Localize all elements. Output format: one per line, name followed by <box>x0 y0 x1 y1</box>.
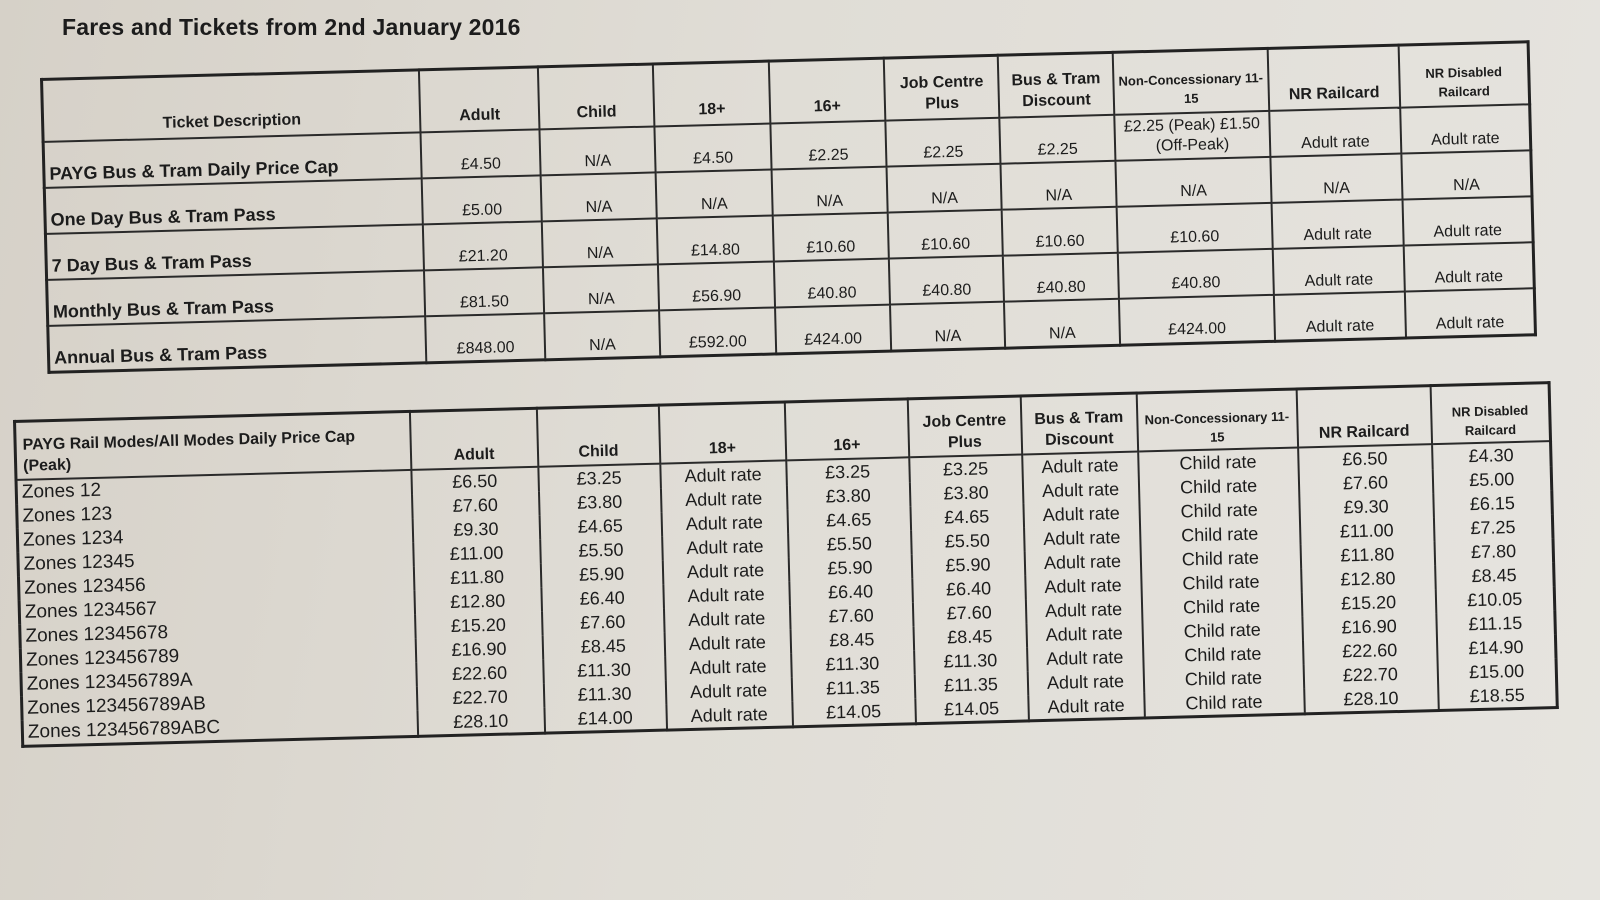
cell-nr-disabled-railcard: £5.00 <box>1432 466 1552 493</box>
cell-bus-tram-discount: £40.80 <box>1003 253 1119 302</box>
cell-nr-railcard: £28.10 <box>1304 685 1439 714</box>
cell-nr-railcard: £16.90 <box>1302 613 1437 640</box>
cell-job-centre-plus: £7.60 <box>912 599 1026 626</box>
cell-18-plus: Adult rate <box>660 460 787 488</box>
cell-child: £7.60 <box>542 609 665 636</box>
cell-16-plus: £3.80 <box>786 482 910 509</box>
cell-child: N/A <box>543 264 660 313</box>
cell-child: £14.00 <box>544 705 667 734</box>
cell-job-centre-plus: £10.60 <box>888 210 1004 259</box>
ticket-label: Zones 123456789AB <box>22 687 417 721</box>
header-job-centre-plus: Job Centre Plus <box>907 396 1021 457</box>
cell-16-plus: £4.65 <box>787 506 911 533</box>
cell-nr-disabled-railcard: N/A <box>1401 150 1532 199</box>
cell-bus-tram-discount: Adult rate <box>1024 525 1141 552</box>
cell-bus-tram-discount: Adult rate <box>1022 477 1139 504</box>
cell-16-plus: £3.25 <box>786 457 910 485</box>
header-child: Child <box>538 64 655 129</box>
cell-adult: £6.50 <box>411 467 539 495</box>
cell-adult: £22.60 <box>416 660 544 687</box>
cell-job-centre-plus: £5.50 <box>911 527 1025 554</box>
cell-bus-tram-discount: N/A <box>1001 161 1117 210</box>
cell-non-concessionary: Child rate <box>1139 496 1300 524</box>
cell-adult: £9.30 <box>412 516 540 543</box>
cell-non-concessionary: Child rate <box>1143 640 1304 668</box>
cell-16-plus: £424.00 <box>775 305 892 354</box>
cell-18-plus: £56.90 <box>658 261 775 310</box>
cell-child: N/A <box>539 126 656 175</box>
cell-16-plus: £5.50 <box>788 530 912 557</box>
header-18-plus: 18+ <box>653 61 770 126</box>
cell-adult: £11.80 <box>413 564 541 591</box>
cell-job-centre-plus: £2.25 <box>885 118 1001 167</box>
header-ticket-description: Ticket Description <box>42 70 421 142</box>
cell-non-concessionary: Child rate <box>1140 544 1301 572</box>
cell-non-concessionary: £2.25 (Peak) £1.50 (Off-Peak) <box>1114 111 1270 161</box>
cell-adult: £7.60 <box>412 492 540 519</box>
cell-nr-railcard: £6.50 <box>1298 444 1433 472</box>
cell-16-plus: £11.30 <box>791 650 915 677</box>
header-adult: Adult <box>419 67 539 132</box>
cell-child: £11.30 <box>543 681 666 708</box>
cell-job-centre-plus: £3.80 <box>909 479 1023 506</box>
cell-bus-tram-discount: N/A <box>1004 299 1120 348</box>
header-rail-description: PAYG Rail Modes/All Modes Daily Price Cap (Peak) <box>15 411 411 479</box>
cell-adult: £12.80 <box>414 588 542 615</box>
cell-16-plus: £2.25 <box>770 121 887 170</box>
cell-nr-railcard: £15.20 <box>1301 589 1436 616</box>
cell-adult: £11.00 <box>413 540 541 567</box>
cell-child: N/A <box>540 172 657 221</box>
header-nr-disabled-railcard: NR Disabled Railcard <box>1430 383 1550 444</box>
header-nr-railcard: NR Railcard <box>1296 386 1431 448</box>
header-non-concessionary: Non-Concessionary 11-15 <box>1112 48 1269 114</box>
header-child: Child <box>536 405 659 467</box>
cell-non-concessionary: Child rate <box>1144 688 1305 718</box>
cell-bus-tram-discount: Adult rate <box>1027 644 1144 671</box>
cell-nr-disabled-railcard: £7.25 <box>1433 514 1553 541</box>
cell-adult: £16.90 <box>415 636 543 663</box>
cell-16-plus: £11.35 <box>791 674 915 701</box>
cell-job-centre-plus: N/A <box>890 302 1006 351</box>
cell-nr-railcard: N/A <box>1270 154 1402 203</box>
cell-18-plus: Adult rate <box>663 605 790 632</box>
cell-18-plus: £592.00 <box>659 307 776 356</box>
cell-16-plus: £14.05 <box>792 698 916 727</box>
cell-adult: £81.50 <box>424 267 544 316</box>
ticket-label: Zones 123456789 <box>20 639 415 673</box>
cell-18-plus: £14.80 <box>657 216 774 265</box>
header-16-plus: 16+ <box>784 399 908 461</box>
cell-18-plus: Adult rate <box>664 629 791 656</box>
cell-bus-tram-discount: Adult rate <box>1025 573 1142 600</box>
cell-18-plus: Adult rate <box>665 677 792 704</box>
ticket-label: Zones 123456789ABC <box>22 711 418 746</box>
cell-job-centre-plus: £6.40 <box>912 575 1026 602</box>
cell-non-concessionary: Child rate <box>1138 448 1299 477</box>
cell-bus-tram-discount: Adult rate <box>1022 452 1139 480</box>
cell-16-plus: £10.60 <box>772 213 889 262</box>
header-bus-tram-discount: Bus & Tram Discount <box>998 52 1114 117</box>
cell-nr-railcard: Adult rate <box>1272 200 1404 249</box>
cell-nr-railcard: £22.70 <box>1303 661 1438 688</box>
cell-job-centre-plus: £4.65 <box>910 503 1024 530</box>
cell-nr-disabled-railcard: £8.45 <box>1435 562 1555 589</box>
cell-nr-railcard: Adult rate <box>1269 108 1401 157</box>
cell-adult: £15.20 <box>415 612 543 639</box>
header-nr-disabled-railcard: NR Disabled Railcard <box>1398 42 1529 108</box>
cell-adult: £28.10 <box>417 708 545 737</box>
ticket-label: Zones 1234567 <box>19 591 414 625</box>
cell-bus-tram-discount: £2.25 <box>1000 115 1116 164</box>
cell-non-concessionary: £424.00 <box>1119 295 1275 345</box>
cell-job-centre-plus: N/A <box>887 164 1003 213</box>
cell-nr-railcard: £7.60 <box>1298 469 1433 496</box>
cell-18-plus: £4.50 <box>655 124 772 173</box>
cell-nr-disabled-railcard: £18.55 <box>1438 682 1558 711</box>
cell-child: £3.80 <box>538 489 661 516</box>
cell-adult: £5.00 <box>422 175 542 224</box>
ticket-label: Zones 12345 <box>18 543 413 577</box>
cell-job-centre-plus: £40.80 <box>889 256 1005 305</box>
cell-16-plus: £40.80 <box>774 259 891 308</box>
cell-18-plus: Adult rate <box>665 653 792 680</box>
header-job-centre-plus: Job Centre Plus <box>884 55 1000 120</box>
ticket-label: PAYG Bus & Tram Daily Price Cap <box>43 132 422 188</box>
cell-adult: £4.50 <box>421 129 541 178</box>
header-18-plus: 18+ <box>658 402 785 464</box>
cell-nr-railcard: £11.80 <box>1300 541 1435 568</box>
cell-non-concessionary: Child rate <box>1143 664 1304 692</box>
cell-18-plus: Adult rate <box>661 509 788 536</box>
cell-18-plus: Adult rate <box>662 557 789 584</box>
cell-child: £11.30 <box>543 657 666 684</box>
cell-nr-disabled-railcard: £7.80 <box>1434 538 1554 565</box>
cell-adult: £848.00 <box>426 313 546 362</box>
ticket-label: Zones 12 <box>16 470 412 505</box>
cell-nr-disabled-railcard: Adult rate <box>1400 104 1531 153</box>
cell-nr-disabled-railcard: £6.15 <box>1433 490 1553 517</box>
ticket-label: Zones 1234 <box>17 519 412 553</box>
cell-job-centre-plus: £3.25 <box>909 454 1023 482</box>
cell-bus-tram-discount: Adult rate <box>1025 597 1142 624</box>
cell-child: £3.25 <box>538 464 661 492</box>
cell-bus-tram-discount: Adult rate <box>1023 501 1140 528</box>
ticket-label: Zones 123456789A <box>21 663 416 697</box>
ticket-label: One Day Bus & Tram Pass <box>44 178 423 234</box>
cell-bus-tram-discount: Adult rate <box>1027 668 1144 695</box>
rail-fares-table <box>13 381 1559 748</box>
ticket-label: Annual Bus & Tram Pass <box>48 316 427 372</box>
header-bus-tram-discount: Bus & Tram Discount <box>1020 393 1137 454</box>
bus-tram-fares-table <box>40 40 1537 374</box>
cell-16-plus: N/A <box>771 167 888 216</box>
cell-adult: £21.20 <box>423 221 543 270</box>
cell-nr-disabled-railcard: £10.05 <box>1435 586 1555 613</box>
cell-child: N/A <box>544 310 661 359</box>
cell-18-plus: Adult rate <box>660 485 787 512</box>
ticket-label: Monthly Bus & Tram Pass <box>47 270 426 326</box>
cell-nr-railcard: £22.60 <box>1302 637 1437 664</box>
ticket-label: 7 Day Bus & Tram Pass <box>45 224 424 280</box>
cell-non-concessionary: Child rate <box>1142 616 1303 644</box>
cell-bus-tram-discount: Adult rate <box>1026 620 1143 647</box>
cell-nr-railcard: £9.30 <box>1299 493 1434 520</box>
cell-child: £4.65 <box>539 513 662 540</box>
cell-non-concessionary: N/A <box>1115 157 1271 207</box>
cell-non-concessionary: £10.60 <box>1116 203 1272 253</box>
cell-nr-disabled-railcard: £14.90 <box>1436 634 1556 661</box>
cell-nr-disabled-railcard: £11.15 <box>1436 610 1556 637</box>
ticket-label: Zones 12345678 <box>20 615 415 649</box>
cell-job-centre-plus: £11.35 <box>914 671 1028 698</box>
cell-nr-railcard: £12.80 <box>1301 565 1436 592</box>
cell-nr-railcard: Adult rate <box>1273 246 1405 295</box>
cell-nr-railcard: Adult rate <box>1274 292 1406 342</box>
cell-child: £8.45 <box>542 633 665 660</box>
page-title: Fares and Tickets from 2nd January 2016 <box>62 14 521 40</box>
cell-child: N/A <box>542 218 659 267</box>
cell-job-centre-plus: £11.30 <box>914 647 1028 674</box>
header-adult: Adult <box>409 408 537 470</box>
cell-child: £6.40 <box>541 585 664 612</box>
cell-nr-disabled-railcard: Adult rate <box>1402 196 1533 245</box>
cell-child: £5.90 <box>540 561 663 588</box>
cell-16-plus: £5.90 <box>788 554 912 581</box>
cell-adult: £22.70 <box>416 684 544 711</box>
cell-16-plus: £8.45 <box>790 626 914 653</box>
cell-bus-tram-discount: Adult rate <box>1024 549 1141 576</box>
cell-non-concessionary: Child rate <box>1140 520 1301 548</box>
cell-16-plus: £7.60 <box>789 602 913 629</box>
cell-nr-disabled-railcard: Adult rate <box>1405 288 1536 338</box>
cell-nr-disabled-railcard: £4.30 <box>1432 441 1552 469</box>
cell-child: £5.50 <box>540 537 663 564</box>
cell-non-concessionary: Child rate <box>1141 568 1302 596</box>
cell-18-plus: Adult rate <box>662 533 789 560</box>
cell-18-plus: Adult rate <box>666 701 793 730</box>
cell-job-centre-plus: £5.90 <box>911 551 1025 578</box>
cell-nr-disabled-railcard: Adult rate <box>1403 242 1534 291</box>
cell-non-concessionary: £40.80 <box>1118 249 1274 299</box>
cell-18-plus: N/A <box>656 170 773 219</box>
cell-16-plus: £6.40 <box>789 578 913 605</box>
header-non-concessionary: Non-Concessionary 11-15 <box>1136 389 1297 452</box>
cell-job-centre-plus: £8.45 <box>913 623 1027 650</box>
cell-18-plus: Adult rate <box>663 581 790 608</box>
cell-nr-railcard: £11.00 <box>1299 517 1434 544</box>
header-nr-railcard: NR Railcard <box>1268 45 1400 111</box>
cell-job-centre-plus: £14.05 <box>915 695 1029 723</box>
cell-nr-disabled-railcard: £15.00 <box>1437 658 1557 685</box>
cell-non-concessionary: Child rate <box>1141 592 1302 620</box>
cell-bus-tram-discount: Adult rate <box>1028 692 1145 720</box>
cell-bus-tram-discount: £10.60 <box>1002 207 1118 256</box>
cell-non-concessionary: Child rate <box>1138 472 1299 500</box>
ticket-label: Zones 123456 <box>18 567 413 601</box>
header-16-plus: 16+ <box>768 58 885 123</box>
ticket-label: Zones 123 <box>17 495 412 529</box>
